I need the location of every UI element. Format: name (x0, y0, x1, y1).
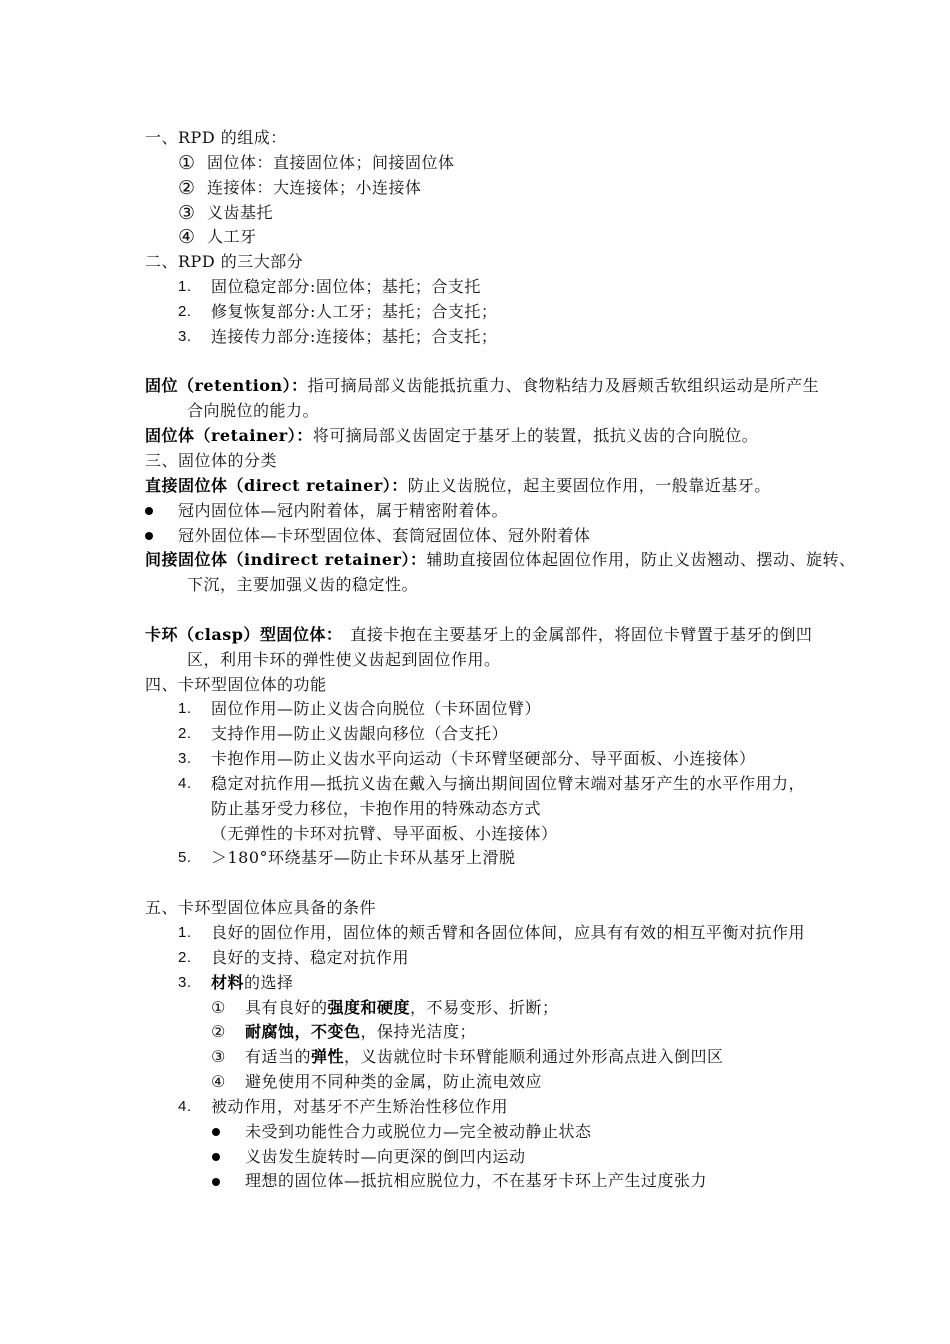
bullet-icon (212, 1153, 220, 1161)
section-4-item (0, 772, 950, 797)
section-4-item (0, 846, 950, 871)
section-5-sub-item (0, 996, 950, 1021)
bullet-text: 义齿发生旋转时—向更深的倒凹内运动 (245, 1146, 526, 1166)
section-1-item-text: 固位体：直接固位体；间接固位体 (207, 152, 455, 172)
definition-clasp-line (0, 623, 950, 648)
section-4-item (0, 722, 950, 747)
section-4-item-text: （无弹性的卡环对抗臂、导平面板、小连接体） (211, 823, 558, 843)
circled-number-marker: ① (178, 151, 196, 174)
blank-line (0, 350, 950, 375)
definition-indirect-retainer (145, 548, 856, 573)
definition-clasp-continuation (0, 648, 950, 673)
definition-indirect-retainer-line (0, 548, 950, 573)
section-1-heading: 一、RPD 的组成： (145, 128, 287, 147)
section-5-sub-item (0, 1070, 950, 1095)
list-number: 2. (178, 948, 192, 966)
bold-text: 耐腐蚀，不变色 (245, 1022, 361, 1042)
definition-term: 间接固位体（indirect retainer）： (145, 550, 427, 570)
sub-item-text (245, 1045, 724, 1070)
circled-number-marker: ② (178, 176, 196, 199)
definition-term: 卡环（clasp）型固位体： (145, 624, 343, 644)
definition-term: 直接固位体（direct retainer）： (145, 475, 408, 495)
definition-direct-retainer-line (0, 474, 950, 499)
sub-item-text (245, 1020, 476, 1045)
section-4-heading-line (0, 673, 950, 698)
definition-retainer (145, 424, 758, 449)
section-4-item-text: 防止基牙受力移位，卡抱作用的特殊动态方式 (211, 798, 542, 818)
bullet-item (0, 1145, 950, 1170)
section-4-heading: 四、卡环型固位体的功能 (145, 674, 327, 694)
definition-term: 固位体（retainer）： (145, 426, 313, 446)
section-1-item-text: 人工牙 (207, 227, 257, 247)
plain-text: 的选择 (244, 972, 294, 992)
bullet-text: 未受到功能性合力或脱位力—完全被动静止状态 (245, 1121, 592, 1141)
definition-retention-continuation (0, 399, 950, 424)
definition-term: 固位（retention）： (145, 376, 308, 396)
definition-retention-line (0, 374, 950, 399)
definition-text: 指可摘局部义齿能抵抗重力、食物粘结力及唇颊舌软组织运动是所产生 (307, 376, 820, 396)
document-body (0, 126, 950, 1194)
definition-clasp (145, 623, 812, 648)
blank-line (0, 871, 950, 896)
circled-number-marker: ③ (211, 1047, 226, 1067)
bullet-text: 冠外固位体—卡环型固位体、套筒冠固位体、冠外附着体 (178, 525, 591, 545)
list-number: 3. (178, 750, 192, 768)
section-5-item (0, 946, 950, 971)
definition-text: 合向脱位的能力。 (187, 401, 320, 421)
section-1-item (0, 151, 950, 176)
section-1-item (0, 225, 950, 250)
list-number: 3. (178, 973, 192, 991)
bold-text: 弹性 (311, 1047, 345, 1067)
definition-retainer-line (0, 424, 950, 449)
circled-number-marker: ② (211, 1022, 226, 1042)
list-number: 4. (178, 774, 192, 792)
section-4-item-text: 固位作用—防止义齿合向脱位（卡环固位臂） (211, 699, 542, 719)
section-5-item-text: 被动作用，对基牙不产生矫治性移位作用 (211, 1096, 509, 1116)
list-number: 5. (178, 849, 192, 867)
bullet-text: 理想的固位体—抵抗相应脱位力，不在基牙卡环上产生过度张力 (245, 1171, 708, 1191)
bullet-icon (145, 532, 153, 540)
section-5-sub-item (0, 1045, 950, 1070)
list-number: 1. (178, 924, 192, 941)
section-5-item-text (211, 971, 294, 996)
section-5-item (0, 1095, 950, 1120)
circled-number-marker: ④ (211, 1072, 226, 1092)
list-number: 2. (178, 302, 192, 320)
section-1-heading-line (0, 126, 950, 151)
section-5-heading: 五、卡环型固位体应具备的条件 (145, 898, 377, 918)
section-1-item-text: 义齿基托 (207, 202, 274, 222)
plain-text: 有适当的 (245, 1047, 312, 1067)
list-number: 4. (178, 1097, 192, 1115)
section-4-item-text: 支持作用—防止义齿龈向移位（合支托） (211, 724, 509, 744)
section-2-item-text: 固位稳定部分:固位体；基托；合支托 (211, 277, 481, 297)
list-number: 1. (178, 700, 192, 718)
sub-item-text: 避免使用不同种类的金属，防止流电效应 (245, 1072, 543, 1092)
section-2-item-text: 连接传力部分:连接体；基托；合支托； (211, 326, 498, 346)
section-3-heading: 三、固位体的分类 (145, 450, 278, 470)
section-4-item (0, 697, 950, 722)
section-2-item-text: 修复恢复部分:人工牙；基托；合支托； (211, 301, 498, 321)
section-4-item-continuation (0, 797, 950, 822)
section-2-item (0, 275, 950, 300)
bullet-icon (145, 507, 153, 515)
sub-item-text (245, 996, 559, 1021)
bold-text: 强度和硬度 (327, 997, 411, 1017)
bold-text: 材料 (211, 972, 245, 992)
section-5-item (0, 971, 950, 996)
bullet-item (0, 1169, 950, 1194)
bullet-item (0, 499, 950, 524)
section-4-item-text: 稳定对抗作用—抵抗义齿在戴入与摘出期间固位臂末端对基牙产生的水平作用力， (211, 773, 806, 793)
plain-text: ，保持光洁度； (360, 1022, 477, 1042)
circled-number-marker: ① (211, 997, 226, 1017)
definition-text: 防止义齿脱位，起主要固位作用，一般靠近基牙。 (407, 475, 771, 495)
bullet-icon (212, 1128, 220, 1136)
plain-text: ，不易变形、折断； (410, 997, 559, 1017)
definition-direct-retainer (145, 474, 771, 499)
definition-text: 直接卡抱在主要基牙上的金属部件，将固位卡臂置于基牙的倒凹 (350, 624, 813, 644)
blank-line (0, 598, 950, 623)
section-1-item-text: 连接体：大连接体；小连接体 (207, 177, 422, 197)
section-4-item (0, 747, 950, 772)
plain-text: ，义齿就位时卡环臂能顺利通过外形高点进入倒凹区 (344, 1047, 724, 1067)
definition-text: 将可摘局部义齿固定于基牙上的装置，抵抗义齿的合向脱位。 (312, 426, 759, 446)
section-2-heading: 二、RPD 的三大部分 (145, 252, 304, 272)
section-2-heading-line (0, 250, 950, 275)
bullet-text: 冠内固位体—冠内附着体，属于精密附着体。 (178, 500, 509, 520)
section-4-item-text: ＞180°环绕基牙—防止卡环从基牙上滑脱 (211, 848, 516, 868)
section-2-item (0, 325, 950, 350)
section-5-heading-line (0, 896, 950, 921)
definition-text: 区，利用卡环的弹性使义齿起到固位作用。 (187, 649, 501, 669)
section-3-heading-line (0, 449, 950, 474)
list-number: 3. (178, 327, 192, 345)
list-number: 2. (178, 725, 192, 743)
bullet-item (0, 524, 950, 549)
section-5-item-text: 良好的支持、稳定对抗作用 (211, 947, 410, 967)
bullet-item (0, 1120, 950, 1145)
plain-text: 具有良好的 (245, 997, 328, 1017)
section-5-item (0, 921, 950, 946)
definition-retention (145, 374, 819, 399)
list-number: 1. (178, 278, 192, 296)
section-4-item-continuation (0, 822, 950, 847)
section-5-item-text: 良好的固位作用，固位体的颊舌臂和各固位体间，应具有有效的相互平衡对抗作用 (211, 923, 806, 942)
definition-text: 下沉，主要加强义齿的稳定性。 (187, 575, 419, 595)
section-2-item (0, 300, 950, 325)
circled-number-marker: ③ (178, 201, 196, 224)
section-1-item (0, 176, 950, 201)
circled-number-marker: ④ (178, 226, 196, 249)
section-4-item-text: 卡抱作用—防止义齿水平向运动（卡环臂坚硬部分、导平面板、小连接体） (211, 749, 756, 769)
bullet-icon (212, 1178, 220, 1186)
definition-text: 辅助直接固位体起固位作用，防止义齿翘动、摆动、旋转、 (426, 550, 856, 570)
section-1-item (0, 201, 950, 226)
section-5-sub-item (0, 1020, 950, 1045)
definition-indirect-continuation (0, 573, 950, 598)
